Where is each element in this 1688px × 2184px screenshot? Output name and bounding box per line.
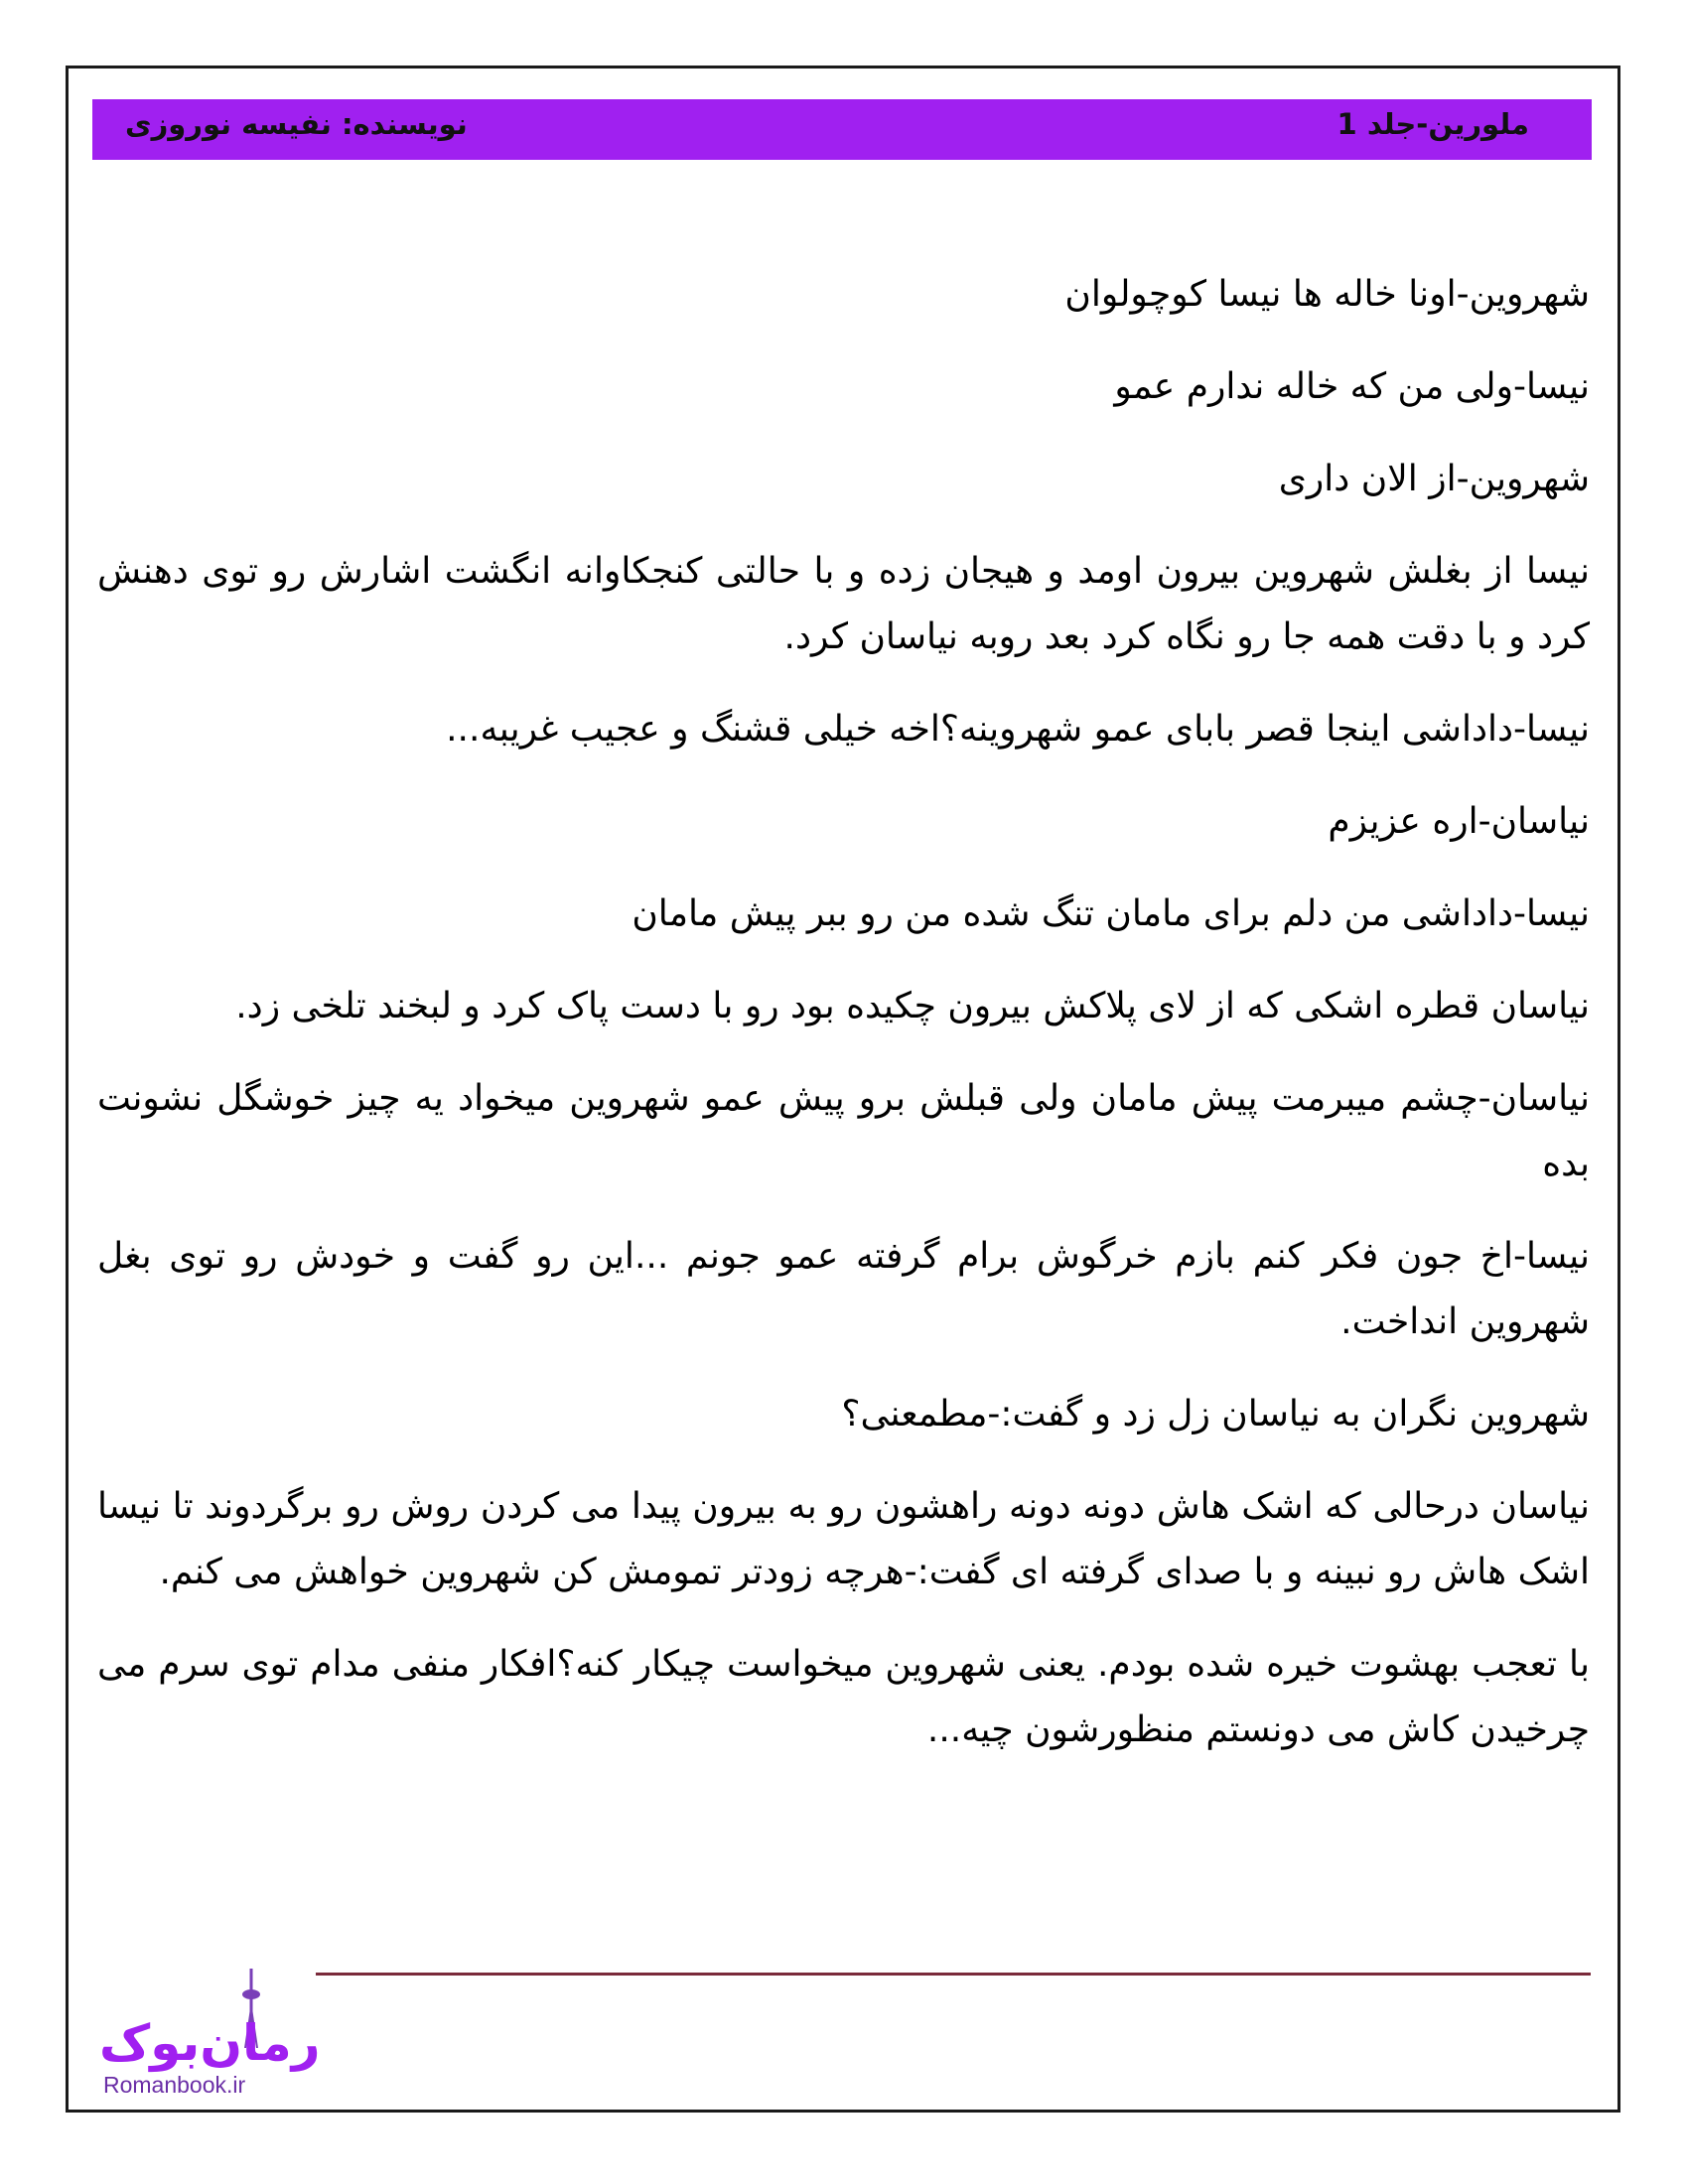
paragraph: نیسا-داداشی من دلم برای مامان تنگ شده من رو ببر پیش مامان xyxy=(632,893,1590,934)
paragraph: شهروین-اونا خاله ها نیسا کوچولوان xyxy=(1064,274,1590,315)
paragraph: نیسا از بغلش شهروین بیرون اومد و هیجان زده و با حالتی کنجکاوانه انگشت اشارش رو توی دهنش کرد و با دقت همه جا رو نگاه کرد بعد روبه نیاسان کرد. xyxy=(97,551,1590,657)
header-bar xyxy=(92,99,1592,160)
logo-wordmark: رمان‌بوک xyxy=(99,2014,321,2072)
footer-divider xyxy=(316,1973,1591,1976)
paragraph: نیاسان-اره عزیزم xyxy=(1328,801,1590,842)
paragraph: نیاسان درحالی که اشک هاش دونه دونه راهشون رو به بیرون پیدا می کردن روش رو برگردوند تا نیسا اشک هاش رو نبینه و با صدای گرفته ای گفت:-هرچه زودتر تمومش کن شهروین خواهش می کنم. xyxy=(97,1486,1590,1592)
paragraph: شهروین نگران به نیاسان زل زد و گفت:-مطمعنی؟ xyxy=(841,1394,1590,1434)
logo-url: Romanbook.ir xyxy=(103,2072,246,2098)
paragraph: نیاسان-چشم میبرمت پیش مامان ولی قبلش برو پیش عمو شهروین میخواد یه چیز خوشگل نشونت بده xyxy=(97,1078,1590,1184)
paragraph: نیاسان قطره اشکی که از لای پلاکش بیرون چکیده بود رو با دست پاک کرد و لبخند تلخی زد. xyxy=(235,986,1590,1026)
book-title: ملورین-جلد 1 xyxy=(1336,107,1529,141)
story-text xyxy=(97,262,1590,1790)
paragraph: با تعجب بهشوت خیره شده بودم. یعنی شهروین میخواست چیکار کنه؟افکار منفی مدام توی سرم می چرخیدن کاش می دونستم منظورشون چیه... xyxy=(97,1644,1590,1750)
paragraph: نیسا-داداشی اینجا قصر بابای عمو شهروینه؟اخه خیلی قشنگ و عجیب غریبه... xyxy=(446,709,1590,750)
paragraph: شهروین-از الان داری xyxy=(1278,459,1590,499)
paragraph: نیسا-اخ جون فکر کنم بازم خرگوش برام گرفته عمو جونم ...این رو گفت و خودش رو توی بغل شهروین انداخت. xyxy=(97,1236,1590,1342)
romanbook-logo xyxy=(87,1961,321,2110)
paragraph: نیسا-ولی من که خاله ندارم عمو xyxy=(1114,366,1590,407)
author-name: نویسنده: نفیسه نوروزی xyxy=(125,107,468,141)
